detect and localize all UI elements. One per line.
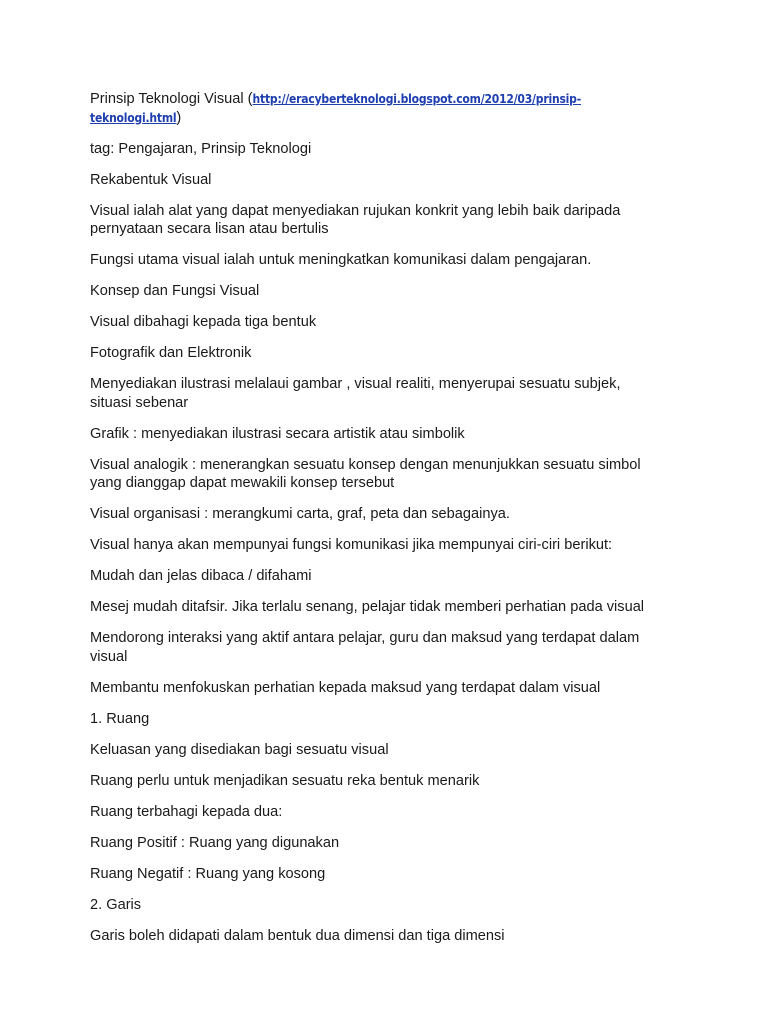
section-heading: 2. Garis (90, 896, 142, 913)
paragraph: Ruang terbahagi kepada dua: (90, 803, 283, 820)
paragraph: Ruang perlu untuk menjadikan sesuatu reka bentuk menarik (90, 772, 480, 789)
paragraph: Visual organisasi : merangkumi carta, graf, peta dan sebagainya. (90, 506, 510, 522)
paragraph: Mesej mudah ditafsir. Jika terlalu senang, pelajar tidak memberi perhatian pada visual (90, 599, 645, 615)
document-title (90, 90, 650, 127)
title-text: Prinsip Teknologi Visual ( (90, 91, 253, 107)
paragraph: Fotografik dan Elektronik (90, 345, 252, 361)
paragraph: Ruang Negatif : Ruang yang kosong (90, 865, 326, 882)
paragraph: Fungsi utama visual ialah untuk meningkatkan komunikasi dalam pengajaran. (90, 252, 592, 268)
paragraph: Grafik : menyediakan ilustrasi secara artistik atau simbolik (90, 425, 465, 442)
paragraph: tag: Pengajaran, Prinsip Teknologi (90, 140, 312, 157)
paragraph: Visual analogik : menerangkan sesuatu konsep dengan menunjukkan sesuatu simbol yang dianggap dapat mewakili konsep tersebut (90, 456, 641, 491)
paragraph: Visual dibahagi kepada tiga bentuk (90, 314, 317, 330)
paragraph: Ruang Positif : Ruang yang digunakan (90, 834, 340, 851)
paragraph: Konsep dan Fungsi Visual (90, 283, 260, 299)
paragraph: Mudah dan jelas dibaca / difahami (90, 568, 312, 584)
paragraph: Visual ialah alat yang dapat menyediakan rujukan konkrit yang lebih baik daripada pernyataan secara lisan atau bertulis (90, 202, 621, 237)
paragraph: Mendorong interaksi yang aktif antara pelajar, guru dan maksud yang terdapat dalam visual (90, 630, 640, 665)
paragraph: Rekabentuk Visual (90, 171, 212, 188)
paragraph: Membantu menfokuskan perhatian kepada maksud yang terdapat dalam visual (90, 679, 601, 696)
section-heading: 1. Ruang (90, 710, 150, 727)
paragraph: Menyediakan ilustrasi melalaui gambar , visual realiti, menyerupai sesuatu subjek, situasi sebenar (90, 376, 621, 411)
paragraph: Garis boleh didapati dalam bentuk dua dimensi dan tiga dimensi (90, 927, 505, 944)
title-close: ) (176, 109, 182, 126)
source-link[interactable]: http://eracyberteknologi.blogspot.com/2012/03/prinsip-teknologi.html (90, 92, 581, 125)
paragraph: Visual hanya akan mempunyai fungsi komunikasi jika mempunyai ciri-ciri berikut: (90, 537, 613, 553)
paragraph: Keluasan yang disediakan bagi sesuatu visual (90, 741, 389, 758)
